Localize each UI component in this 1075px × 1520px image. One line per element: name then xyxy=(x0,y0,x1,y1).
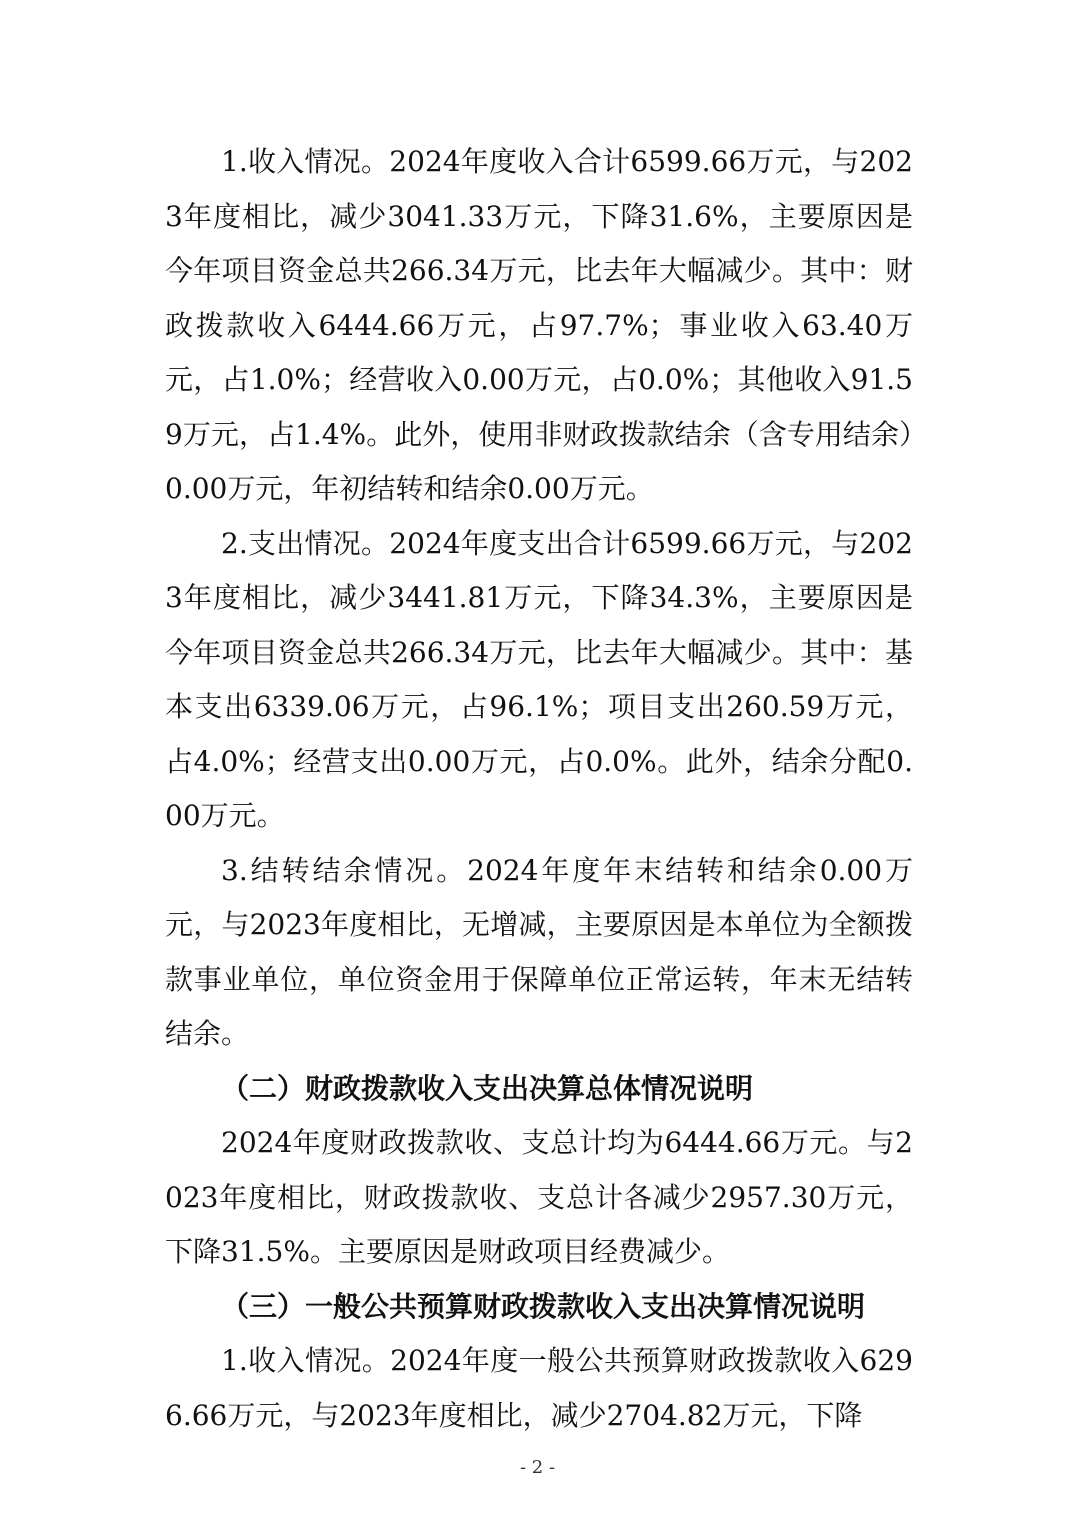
paragraph-expenditure: 2.支出情况。2024年度支出合计6599.66万元，与2023年度相比，减少3441.81万元，下降34.3%，主要原因是今年项目资金总共266.34万元，比去年大幅减少。其中：基本支出6339.06万元，占96.1%；项目支出260.59万元，占4.0%；经营支出0.00万元，占0.0%。此外，结余分配0.00万元。 xyxy=(165,526,913,832)
section-heading-general-budget: （三）一般公共预算财政拨款收入支出决算情况说明 xyxy=(221,1289,866,1323)
page-number: - 2 - xyxy=(519,1457,556,1478)
paragraph-fiscal-overall: 2024年度财政拨款收、支总计均为6444.66万元。与2023年度相比，财政拨款收、支总计各减少2957.30万元，下降31.5%。主要原因是财政项目经费减少。 xyxy=(165,1126,913,1268)
paragraph-general-budget-income: 1.收入情况。2024年度一般公共预算财政拨款收入6296.66万元，与2023年度相比，减少2704.82万元，下降 xyxy=(165,1344,913,1432)
paragraph-carryover: 3.结转结余情况。2024年度年末结转和结余0.00万元，与2023年度相比，无增减，主要原因是本单位为全额拨款事业单位，单位资金用于保障单位正常运转，年末无结转结余。 xyxy=(165,853,913,1050)
document-page xyxy=(165,135,913,1443)
paragraph-income: 1.收入情况。2024年度收入合计6599.66万元，与2023年度相比，减少3041.33万元，下降31.6%，主要原因是今年项目资金总共266.34万元，比去年大幅减少。其中：财政拨款收入6444.66万元，占97.7%；事业收入63.40万元，占1.0%；经营收入0.00万元，占0.0%；其他收入91.59万元，占1.4%。此外，使用非财政拨款结余（含专用结余）0.00万元，年初结转和结余0.00万元。 xyxy=(165,145,913,505)
section-heading-fiscal-overall: （二）财政拨款收入支出决算总体情况说明 xyxy=(221,1071,754,1105)
